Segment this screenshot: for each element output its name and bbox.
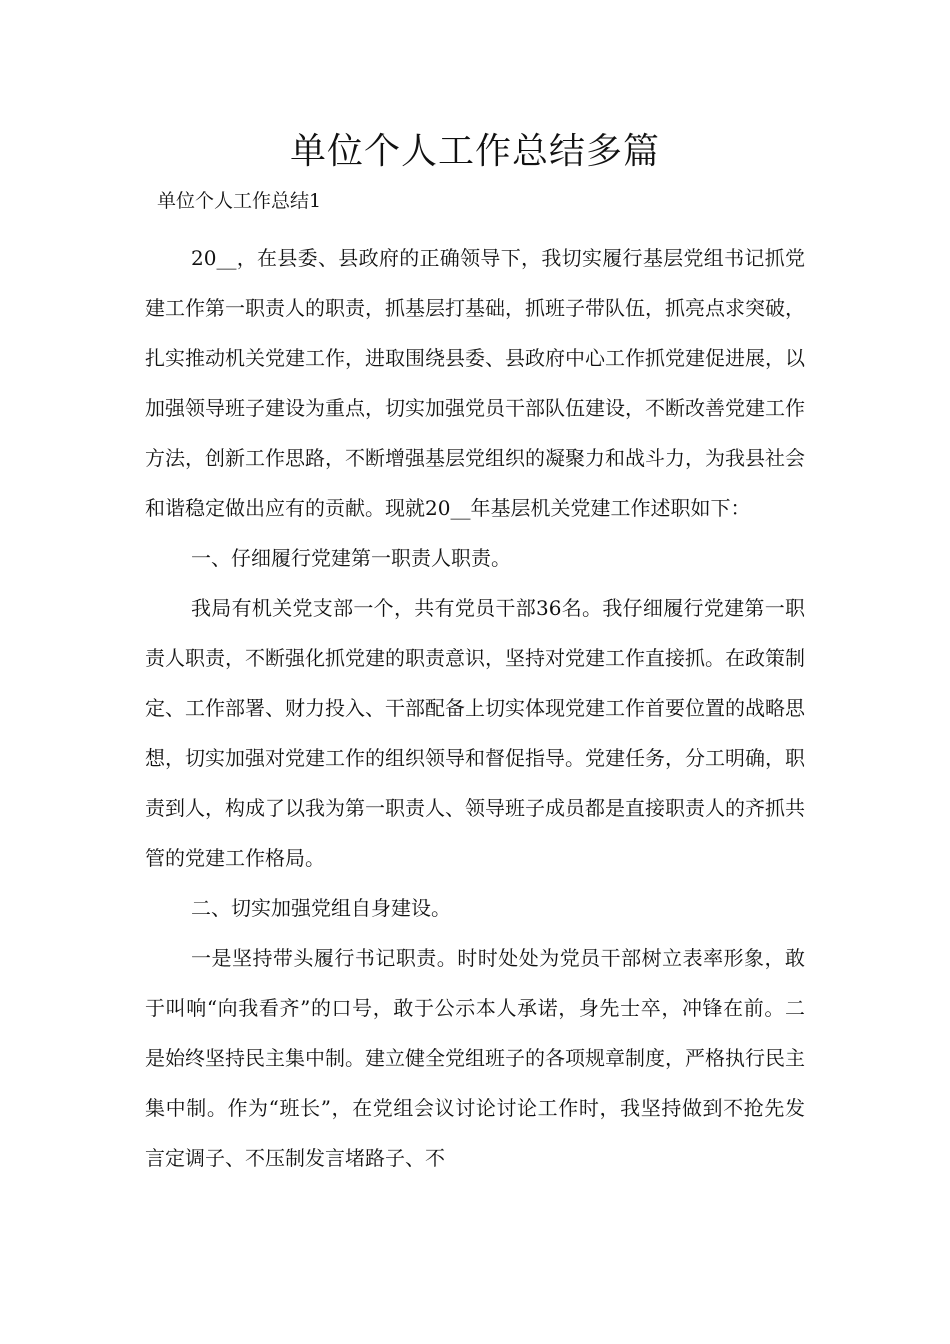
heading-section-1: 一、仔细履行党建第一职责人职责。 [191, 546, 511, 570]
section-subtitle: 单位个人工作总结1 [157, 190, 322, 212]
paragraph-intro: 20__，在县委、县政府的正确领导下，我切实履行基层党组书记抓党建工作第一职责人的职责，抓基层打基础，抓班子带队伍，抓亮点求突破，扎实推动机关党建工作，进取围绕县委、县政府中心工作抓党建促进展，以加强领导班子建设为重点，切实加强党员干部队伍建设，不断改善党建工作方法，创新工作思路，不断增强基层党组织的凝聚力和战斗力，为我县社会和谐稳定做出应有的贡献。现就20__年基层机关党建工作述职如下： [145, 246, 805, 520]
heading-section-2: 二、切实加强党组自身建设。 [191, 896, 451, 920]
document-body [145, 233, 805, 1183]
paragraph-section-1: 我局有机关党支部一个，共有党员干部36名。我仔细履行党建第一职责人职责，不断强化抓党建的职责意识，坚持对党建工作直接抓。在政策制定、工作部署、财力投入、干部配备上切实体现党建工作首要位置的战略思想，切实加强对党建工作的组织领导和督促指导。党建任务，分工明确，职责到人，构成了以我为第一职责人、领导班子成员都是直接职责人的齐抓共管的党建工作格局。 [145, 596, 805, 870]
document-title: 单位个人工作总结多篇 [289, 131, 660, 172]
paragraph-section-2: 一是坚持带头履行书记职责。时时处处为党员干部树立表率形象，敢于叫响“向我看齐”的口号，敢于公示本人承诺，身先士卒，冲锋在前。二是始终坚持民主集中制。建立健全党组班子的各项规章制度，严格执行民主集中制。作为“班长”，在党组会议讨论讨论工作时，我坚持做到不抢先发言定调子、不压制发言堵路子、不 [145, 946, 805, 1170]
